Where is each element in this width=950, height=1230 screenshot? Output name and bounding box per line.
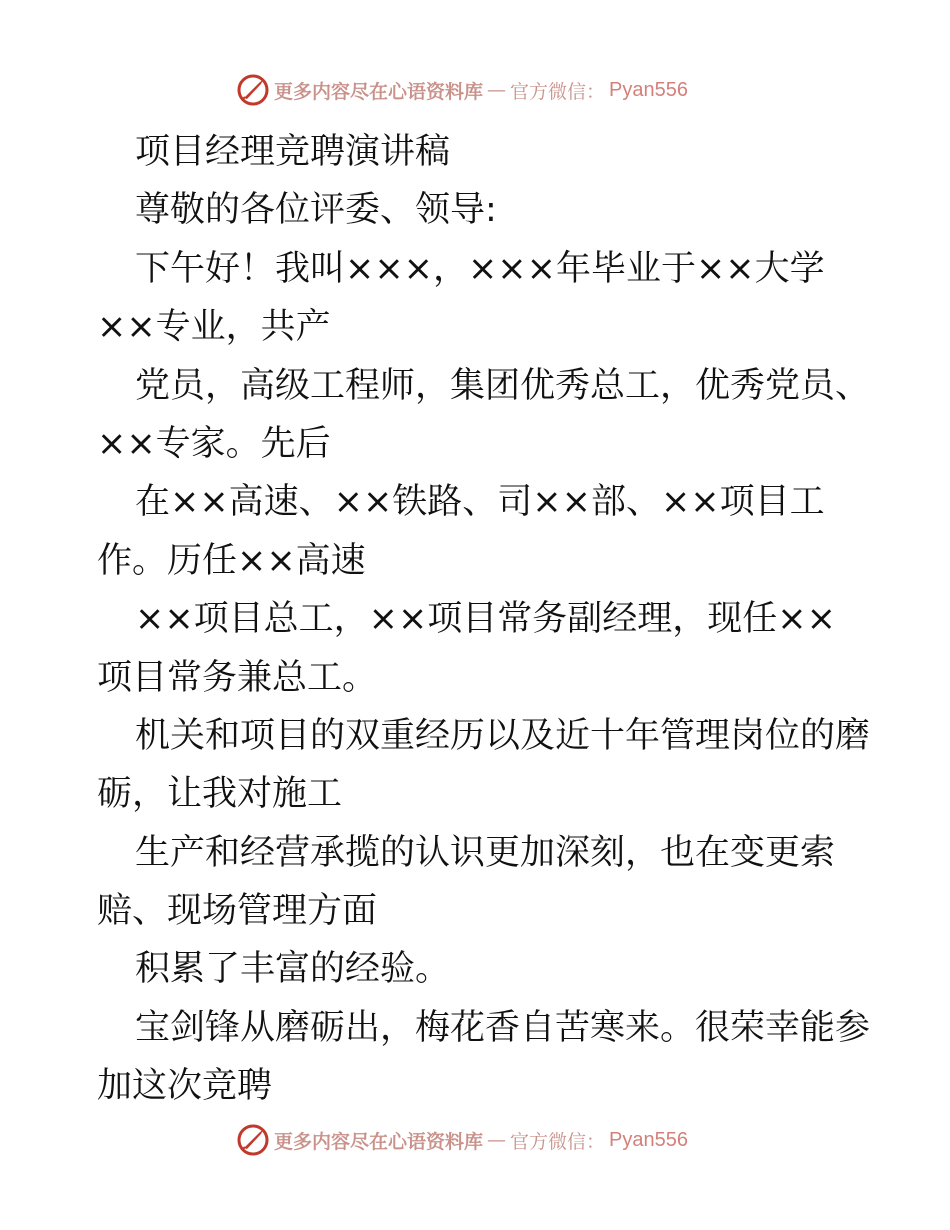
quill-logo-icon [236,73,270,107]
text-line: 作。历任××高速 [97,540,366,581]
banner-wechat-label: 官方微信： [510,1130,606,1153]
banner-main-text: 更多内容尽在心语资料库 [274,80,484,103]
document-title: 项目经理竞聘演讲稿 [135,132,451,172]
document-body [97,123,871,1116]
text-line: 宝剑锋从磨砺出，梅花香自苦寒来。很荣幸能参 [135,1007,871,1048]
banner-separator: — [487,1129,507,1151]
quill-logo-icon [236,1123,270,1157]
text-line: 积累了丰富的经验。 [135,949,451,990]
banner-wechat-id: Pyan556 [609,1128,688,1151]
text-line: 加这次竞聘 [97,1066,273,1107]
salutation: 尊敬的各位评委、领导: [135,190,497,231]
text-line: ××专家。先后 [97,423,331,464]
banner-main-text: 更多内容尽在心语资料库 [274,1130,484,1153]
banner-wechat-id: Pyan556 [609,78,688,101]
text-line: 砺，让我对施工 [97,774,343,815]
text-line: ××专业，共产 [97,307,331,348]
text-line: 党员，高级工程师，集团优秀总工，优秀党员、 [135,365,871,406]
text-line: 项目常务兼总工。 [97,657,378,698]
header-banner [236,72,688,108]
text-line: 机关和项目的双重经历以及近十年管理岗位的磨 [135,715,871,756]
text-line: 在××高速、××铁路、司××部、××项目工 [135,482,825,523]
banner-separator: — [487,79,507,101]
text-line: 生产和经营承揽的认识更加深刻，也在变更索 [135,832,836,873]
text-line: 下午好！我叫×××，×××年毕业于××大学 [135,248,825,289]
text-line: ××项目总工，××项目常务副经理，现任×× [135,599,836,640]
banner-wechat-label: 官方微信： [510,80,606,103]
footer-banner [236,1122,688,1158]
text-line: 赔、现场管理方面 [97,891,378,932]
